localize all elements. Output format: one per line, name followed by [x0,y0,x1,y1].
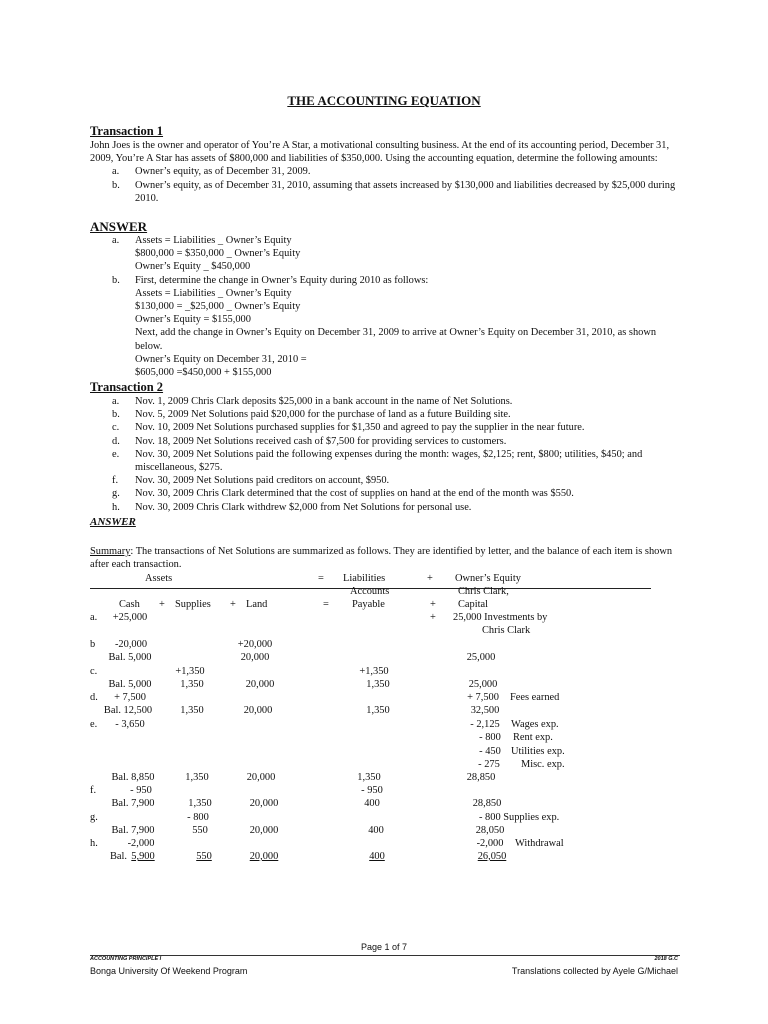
header-chris-clark: Chris Clark, [458,586,509,597]
page-number: Page 1 of 7 [360,942,408,952]
table-cell: - 800 [187,812,209,823]
table-cell: 25,000 [466,652,496,663]
footer-year: 2018 G.C [654,956,678,962]
table-cell: Withdrawal [515,838,564,849]
table-cell: Chris Clark [482,625,531,636]
answer-2-heading: ANSWER [90,515,136,528]
table-cell: Rent exp. [513,732,553,743]
header-plus: + [427,573,433,584]
header-capital: Capital [458,599,489,610]
table-cell: 20,000 [240,652,270,663]
table-cell: + 7,500 [114,692,146,703]
table-cell: 25,000 Investments by [453,612,548,623]
footer-course: ACCOUNTING PRINCIPLE I [90,956,162,962]
list-item: b. Nov. 5, 2009 Net Solutions paid $20,000 for the purchase of land as a future Building site. [112,409,511,421]
header-land: Land [246,599,268,610]
table-cell: 25,000 [468,679,498,690]
list-item: f. Nov. 30, 2009 Net Solutions paid creditors on account, $950. [112,475,390,487]
table-cell: Wages exp. [511,719,559,730]
table-cell: - 950 [130,785,152,796]
table-cell: - 3,650 [115,719,145,730]
list-item: c. Nov. 10, 2009 Net Solutions purchased supplies for $1,350 and agreed to pay the supplier in the near future. [112,422,585,434]
list-item: a. Assets = Liabilities _ Owner’s Equity $800,000 = $350,000 _ Owner’s Equity Owner’s Equity _ $450,000 [112,235,301,273]
table-cell: Bal. 7,900 [111,825,155,836]
table-cell: Bal. 7,900 [111,798,155,809]
row-marker: e. [90,719,98,730]
table-cell: 26,050 [477,851,507,862]
row-marker: b [90,639,96,650]
transaction-2-heading: Transaction 2 [90,380,164,394]
table-cell: 1,350 [357,772,381,783]
table-cell: 28,850 [472,798,502,809]
header-plus-3: + [430,599,436,610]
table-cell: - 275 [478,759,500,770]
row-marker: d. [90,692,98,703]
table-cell: - 450 [479,746,501,757]
table-cell: Bal. 5,000 [108,679,152,690]
table-cell: + [430,612,436,623]
table-cell: 1,350 [180,679,204,690]
table-cell: Bal. [110,851,128,862]
table-cell: Bal. 5,000 [108,652,152,663]
table-cell: 1,350 [366,679,390,690]
table-cell: Misc. exp. [521,759,565,770]
row-marker: c. [90,666,98,677]
header-equals-2: = [323,599,329,610]
table-cell: 20,000 [245,679,275,690]
list-item: e. Nov. 30, 2009 Net Solutions paid the following expenses during the month: wages, $2,125; rent, $800; utilities, $450; and miscellaneous, $275. [112,448,643,474]
page-title: THE ACCOUNTING EQUATION [287,93,481,108]
header-plus-1: + [159,599,165,610]
row-marker: f. [90,785,97,796]
table-cell: 20,000 [249,851,279,862]
list-item: a. Owner’s equity, as of December 31, 2009. [112,166,311,178]
table-cell: 1,350 [185,772,209,783]
table-cell: 550 [192,825,208,836]
table-cell: 20,000 [249,798,279,809]
list-item: d. Nov. 18, 2009 Net Solutions received cash of $7,500 for providing services to customers. [112,435,507,447]
list-item: h. Nov. 30, 2009 Chris Clark withdrew $2,000 from Net Solutions for personal use. [112,501,472,513]
summary-text: : The transactions of Net Solutions are summarized as follows. They are identified by letter, and the balance of each item is shown after each transaction. [90,546,673,571]
table-cell: 550 [196,851,212,862]
row-marker: g. [90,812,98,823]
header-accounts: Accounts [350,586,390,597]
table-cell: + 7,500 [467,692,499,703]
table-cell: 20,000 [246,772,276,783]
table-cell: 32,500 [470,705,500,716]
header-plus-2: + [230,599,236,610]
table-cell: 1,350 [366,705,390,716]
table-cell: 20,000 [243,705,273,716]
list-item: a. Nov. 1, 2009 Chris Clark deposits $25,000 in a bank account in the name of Net Solutions. [112,396,513,407]
table-cell: Fees earned [510,692,560,703]
header-payable: Payable [352,599,385,610]
header-assets: Assets [145,573,173,584]
row-marker: a. [90,612,98,623]
table-cell: -2,000 [476,838,504,849]
transaction-1-text: John Joes is the owner and operator of You’re A Star, a motivational consulting business. At the end of its accounting period, December 31, 2009, You’re A Star has assets of $800,000 and liabilities of $350,000. Using the accounting equation, determine the following amounts: [90,140,670,165]
table-cell: 400 [369,851,385,862]
footer-rule [90,955,680,956]
header-cash: Cash [119,599,140,610]
table-cell: -20,000 [114,639,148,650]
table-cell: Bal. 8,850 [111,772,155,783]
table-cell: - 800 [479,732,501,743]
table-cell: - 2,125 [470,719,500,730]
table-cell: Bal. 12,500 [103,705,153,716]
table-cell: 400 [364,798,380,809]
row-marker: h. [90,838,98,849]
list-item: g. Nov. 30, 2009 Chris Clark determined that the cost of supplies on hand at the end of the month was $550. [112,488,574,500]
table-cell: 28,850 [466,772,496,783]
header-equals: = [318,573,324,584]
table-cell: 1,350 [188,798,212,809]
table-cell: +25,000 [112,612,148,623]
footer-university: Bonga University Of Weekend Program [90,966,248,976]
table-cell: 20,000 [249,825,279,836]
header-supplies: Supplies [175,599,211,610]
footer-credit: Translations collected by Ayele G/Michael [511,966,678,976]
table-cell: Utilities exp. [511,746,565,757]
table-cell: - 800 Supplies exp. [479,812,560,823]
table-cell: 28,050 [475,825,505,836]
table-cell: +1,350 [175,666,205,677]
transaction-1-heading: Transaction 1 [90,124,164,138]
table-cell: +20,000 [237,639,273,650]
table-cell: +1,350 [359,666,389,677]
header-owners-equity: Owner’s Equity [455,573,521,584]
table-cell: 400 [368,825,384,836]
header-liabilities: Liabilities [343,573,386,584]
table-cell: 5,900 [131,851,155,862]
list-item: b. First, determine the change in Owner’s Equity during 2010 as follows: Assets = Liabilities _ Owner’s Equity $130,000 = _$25,000 _ Owner’s Equity Owner’s Equity = $155,000 Next, add the change in Owner’s Equity on December 31, 2009 to arrive at Owner’s Equity on December 31, 2010, as shown below. Owner’s Equity on December 31, 2010 = $605,000 =$450,000 + $155,000 [112,274,657,379]
table-cell: -2,000 [127,838,155,849]
table-cell: - 950 [361,785,383,796]
table-cell: 1,350 [180,705,204,716]
summary-label: Summary [90,546,131,557]
list-item: b. Owner’s equity, as of December 31, 2010, assuming that assets increased by $130,000 and liabilities decreased by $25,000 during 2010. [112,179,676,204]
answer-1-heading: ANSWER [90,219,148,234]
